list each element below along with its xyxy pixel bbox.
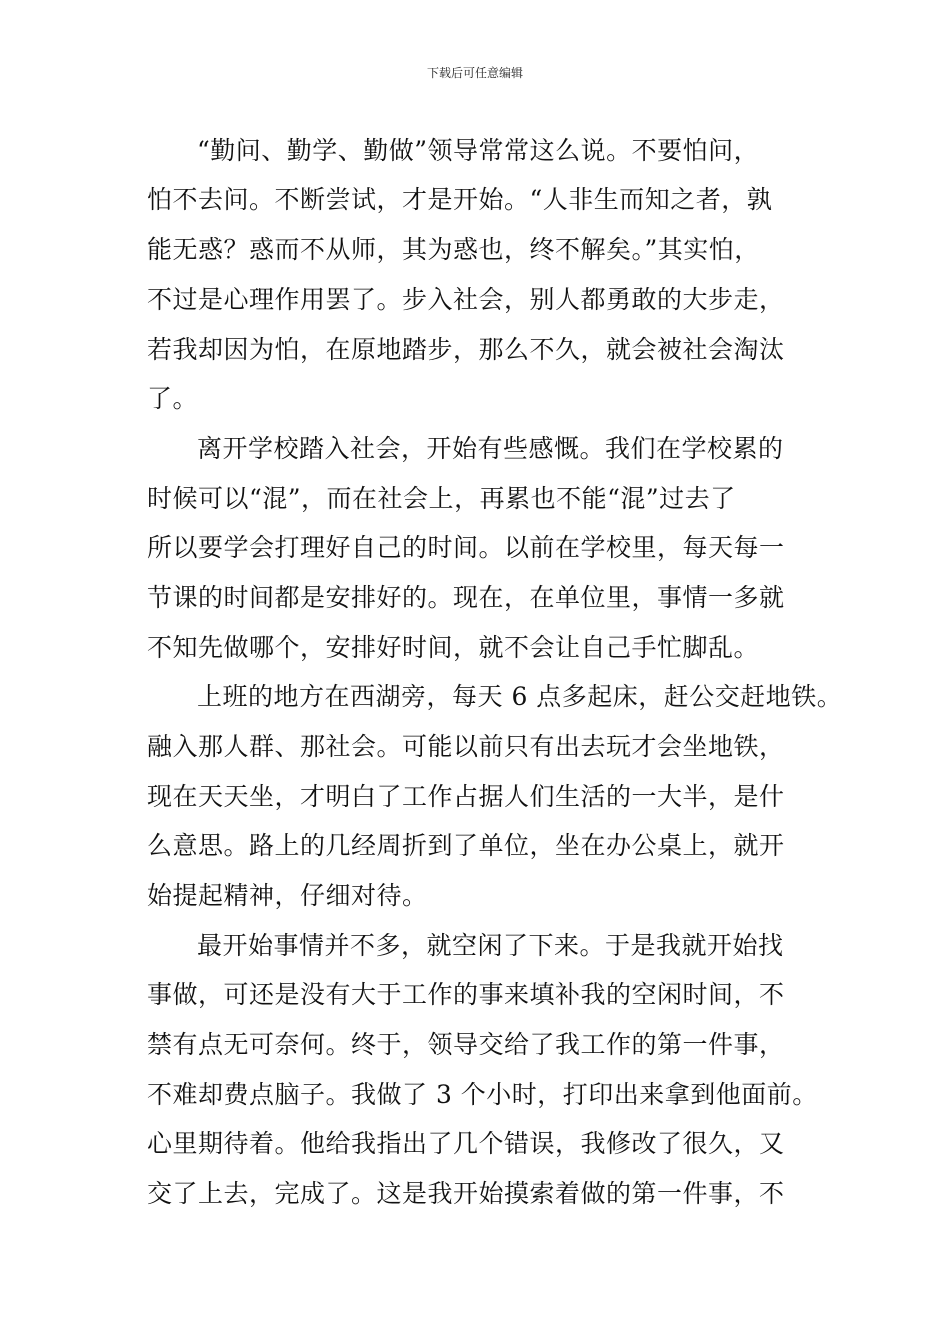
text-line: 现在天天坐，才明白了工作占据人们生活的一大半，是什 <box>147 782 785 811</box>
text-line: 怕不去问。不断尝试，才是开始。“人非生而知之者，孰 <box>147 185 773 214</box>
text-line: 禁有点无可奈何。终于，领导交给了我工作的第一件事， <box>147 1030 785 1059</box>
text-line: 时候可以“混”，而在社会上，再累也不能“混”过去了 <box>147 484 736 513</box>
text-line: 所以要学会打理好自己的时间。以前在学校里，每天每一 <box>147 533 785 562</box>
text-line: 融入那人群、那社会。可能以前只有出去玩才会坐地铁， <box>147 732 785 761</box>
text-line: 离开学校踏入社会，开始有些感慨。我们在学校累的 <box>197 434 784 463</box>
text-line: “勤问、勤学、勤做”领导常常这么说。不要怕问， <box>197 136 760 165</box>
text-line: 心里期待着。他给我指出了几个错误，我修改了很久，又 <box>147 1129 785 1158</box>
text-line: 事做，可还是没有大于工作的事来填补我的空闲时间，不 <box>147 980 785 1009</box>
text-line: 了。 <box>147 384 199 413</box>
text-line: 节课的时间都是安排好的。现在，在单位里，事情一多就 <box>147 583 785 612</box>
text-line: 么意思。路上的几经周折到了单位，坐在办公桌上，就开 <box>147 831 785 860</box>
text-line: 交了上去，完成了。这是我开始摸索着做的第一件事，不 <box>147 1179 785 1208</box>
text-line: 始提起精神，仔细对待。 <box>147 881 428 910</box>
text-line: 若我却因为怕，在原地踏步，那么不久，就会被社会淘汰 <box>147 335 785 364</box>
text-line: 最开始事情并不多，就空闲了下来。于是我就开始找 <box>197 931 784 960</box>
page-header: 下载后可任意编辑 <box>426 66 523 80</box>
text-line: 不难却费点脑子。我做了 3 个小时，打印出来拿到他面前。 <box>147 1080 818 1109</box>
text-line: 不知先做哪个，安排好时间，就不会让自己手忙脚乱。 <box>147 633 760 662</box>
text-line: 不过是心理作用罢了。步入社会，别人都勇敢的大步走， <box>147 285 785 314</box>
text-line: 能无惑？惑而不从师，其为惑也，终不解矣。”其实怕， <box>147 235 760 264</box>
text-line: 上班的地方在西湖旁，每天 6 点多起床，赶公交赶地铁。 <box>197 682 843 711</box>
